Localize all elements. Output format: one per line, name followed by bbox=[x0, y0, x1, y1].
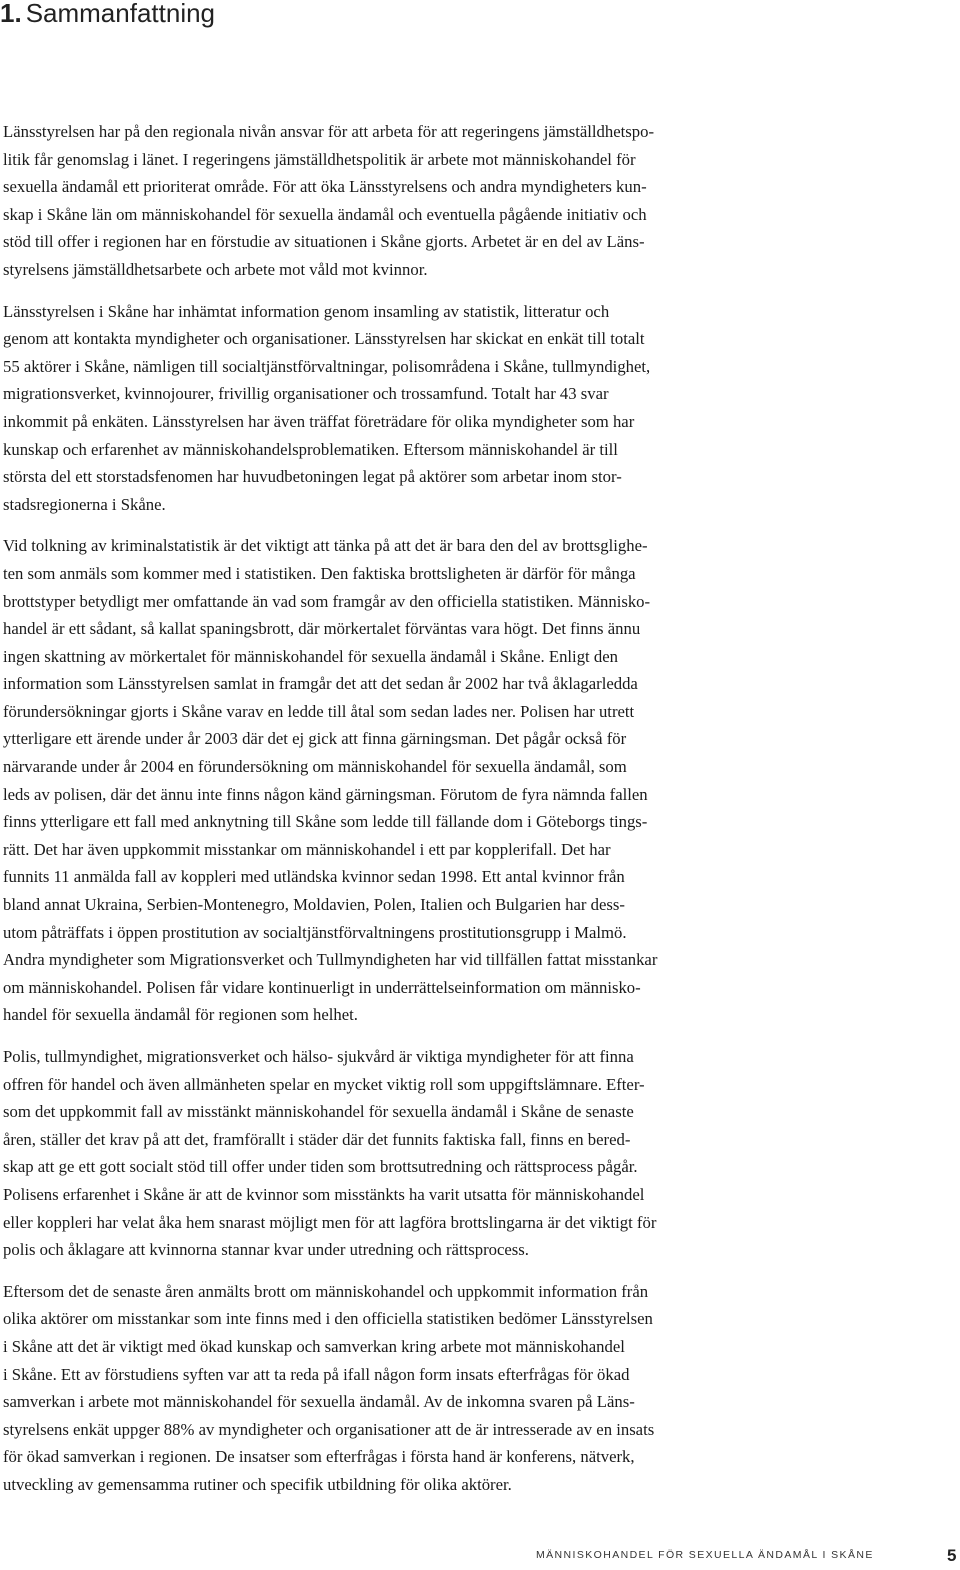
heading-number: 1. bbox=[0, 0, 22, 28]
text-line: skap i Skåne län om människohandel för sexuella ändamål och eventuella pågående initiativ och bbox=[3, 204, 647, 224]
text-line: brottstyper betydligt mer omfattande än vad som framgår av den officiella statistiken. Människo- bbox=[3, 591, 651, 611]
text-line: finns ytterligare ett fall med anknytning till Skåne som ledde till fällande dom i Göteborgs tings- bbox=[3, 812, 648, 832]
text-line: ytterligare ett ärende under år 2003 där det ej gick att finna gärningsman. Det pågår också för bbox=[3, 729, 627, 749]
text-line: polis och åklagare att kvinnorna stannar kvar under utredning och rättsprocess. bbox=[3, 1240, 529, 1260]
text-line: samverkan i arbete mot människohandel för sexuella ändamål. Av de inkomna svaren på Läns- bbox=[3, 1392, 635, 1412]
text-line: 55 aktörer i Skåne, nämligen till socialtjänstförvaltningar, polisområdena i Skåne, tullmyndighet, bbox=[3, 356, 651, 376]
text-line: Länsstyrelsen har på den regionala nivån ansvar för att arbeta för att regeringens jämställdhetspo- bbox=[3, 122, 655, 141]
paragraph bbox=[3, 1043, 818, 1264]
text-line: Länsstyrelsen i Skåne har inhämtat information genom insamling av statistik, litteratur och bbox=[3, 301, 610, 321]
paragraph bbox=[3, 118, 818, 284]
text-line: förundersökningar gjorts i Skåne varav en ledde till åtal som sedan lades ner. Polisen har utrett bbox=[3, 701, 635, 721]
text-line: offren för handel och även allmänheten spelar en mycket viktig roll som uppgiftslämnare. Efter- bbox=[3, 1074, 645, 1094]
text-line: styrelsens jämställdhetsarbete och arbete mot våld mot kvinnor. bbox=[3, 259, 428, 279]
text-line: i Skåne. Ett av förstudiens syften var att ta reda på ifall någon form insats efterfrågas för ökad bbox=[3, 1364, 630, 1384]
running-footer-title: MÄNNISKOHANDEL FÖR SEXUELLA ÄNDAMÅL I SKÅNE bbox=[536, 1549, 874, 1561]
page-number: 5 bbox=[947, 1546, 957, 1565]
text-line: eller koppleri har velat åka hem snarast möjligt men för att lagföra brottslingarna är det viktigt för bbox=[3, 1212, 657, 1232]
paragraph bbox=[3, 532, 818, 1029]
text-line: bland annat Ukraina, Serbien-Montenegro, Moldavien, Polen, Italien och Bulgarien har dess- bbox=[3, 895, 625, 915]
text-line: litik får genomslag i länet. I regeringens jämställdhetspolitik är arbete mot människohandel för bbox=[3, 149, 636, 169]
page-heading bbox=[0, 0, 215, 26]
text-line: närvarande under år 2004 en förundersökning om människohandel för sexuella ändamål, som bbox=[3, 757, 627, 777]
text-line: i Skåne att det är viktigt med ökad kunskap och samverkan kring arbete mot människohandel bbox=[3, 1336, 625, 1356]
text-line: skap att ge ett gott socialt stöd till offer under tiden som brottsutredning och rättsprocess pågår. bbox=[3, 1157, 638, 1177]
text-line: största del ett storstadsfenomen har huvudbetoningen legat på aktörer som arbetar inom stor- bbox=[3, 467, 622, 487]
text-line: inkommit på enkäten. Länsstyrelsen har även träffat företrädare för olika myndigheter som har bbox=[3, 411, 635, 431]
text-line: stöd till offer i regionen har en förstudie av situationen i Skåne gjorts. Arbetet är en del av Läns- bbox=[3, 232, 645, 252]
text-line: Polis, tullmyndighet, migrationsverket och hälso- sjukvård är viktiga myndigheter för att finna bbox=[3, 1047, 634, 1066]
text-line: som det uppkommit fall av misstänkt människohandel för sexuella ändamål i Skåne de senaste bbox=[3, 1102, 634, 1122]
text-line: ten som anmäls som kommer med i statistiken. Den faktiska brottsligheten är därför för många bbox=[3, 563, 636, 583]
text-line: rätt. Det har även uppkommit misstankar om människohandel i ett par kopplerifall. Det har bbox=[3, 839, 611, 859]
text-line: funnits 11 anmälda fall av koppleri med utländska kvinnor sedan 1998. Ett antal kvinnor från bbox=[3, 867, 625, 887]
text-line: handel för sexuella ändamål för regionen som helhet. bbox=[3, 1005, 358, 1025]
text-line: handel är ett sådant, så kallat spaningsbrott, där mörkertalet förväntas vara högt. Det finns ännu bbox=[3, 619, 641, 639]
text-line: stadsregionerna i Skåne. bbox=[3, 494, 166, 514]
text-line: om människohandel. Polisen får vidare kontinuerligt in underrättelseinformation om människo- bbox=[3, 977, 641, 997]
text-line: migrationsverket, kvinnojourer, frivillig organisationer och trossamfund. Totalt har 43 svar bbox=[3, 384, 609, 404]
text-line: Eftersom det de senaste åren anmälts brott om människohandel och uppkommit information från bbox=[3, 1281, 649, 1301]
text-line: genom att kontakta myndigheter och organisationer. Länsstyrelsen har skickat en enkät till totalt bbox=[3, 329, 645, 349]
text-line: för ökad samverkan i regionen. De insatser som efterfrågas i första hand är konferens, nätverk, bbox=[3, 1447, 635, 1467]
text-line: Polisens erfarenhet i Skåne är att de kvinnor som misstänkts ha varit utsatta för människohandel bbox=[3, 1184, 645, 1204]
text-line: leds av polisen, där det ännu inte finns någon känd gärningsman. Förutom de fyra nämnda fallen bbox=[3, 784, 648, 804]
text-line: utveckling av gemensamma rutiner och specifik utbildning för olika aktörer. bbox=[3, 1474, 512, 1494]
paragraph bbox=[3, 1278, 818, 1499]
text-line: sexuella ändamål ett prioriterat område. För att öka Länsstyrelsens och andra myndigheters kun- bbox=[3, 177, 647, 197]
text-line: Vid tolkning av kriminalstatistik är det viktigt att tänka på att det är bara den del av brottsglighe- bbox=[3, 536, 648, 556]
text-line: styrelsens enkät uppger 88% av myndigheter och organisationer att de är intresserade av en insats bbox=[3, 1419, 655, 1439]
paragraph bbox=[3, 298, 818, 519]
text-line: utom påträffats i öppen prostitution av socialtjänstförvaltningens prostitutionsgrupp i Malmö. bbox=[3, 922, 627, 942]
text-line: Andra myndigheter som Migrationsverket och Tullmyndigheten har vid tillfällen fattat misstankar bbox=[3, 950, 658, 970]
text-line: ingen skattning av mörkertalet för människohandel för sexuella ändamål i Skåne. Enligt den bbox=[3, 646, 618, 666]
text-line: åren, ställer det krav på att det, framförallt i städer där det funnits faktiska fall, finns en bered- bbox=[3, 1129, 631, 1149]
text-line: olika aktörer om misstankar som inte finns med i den officiella statistiken bedömer Länsstyrelsen bbox=[3, 1309, 653, 1329]
text-line: kunskap och erfarenhet av människohandelsproblematiken. Eftersom människohandel är till bbox=[3, 439, 618, 459]
heading-title: Sammanfattning bbox=[25, 0, 216, 28]
text-line: information som Länsstyrelsen samlat in framgår det att det sedan år 2002 har två åklagarledda bbox=[3, 674, 638, 694]
body-text bbox=[3, 118, 818, 1513]
